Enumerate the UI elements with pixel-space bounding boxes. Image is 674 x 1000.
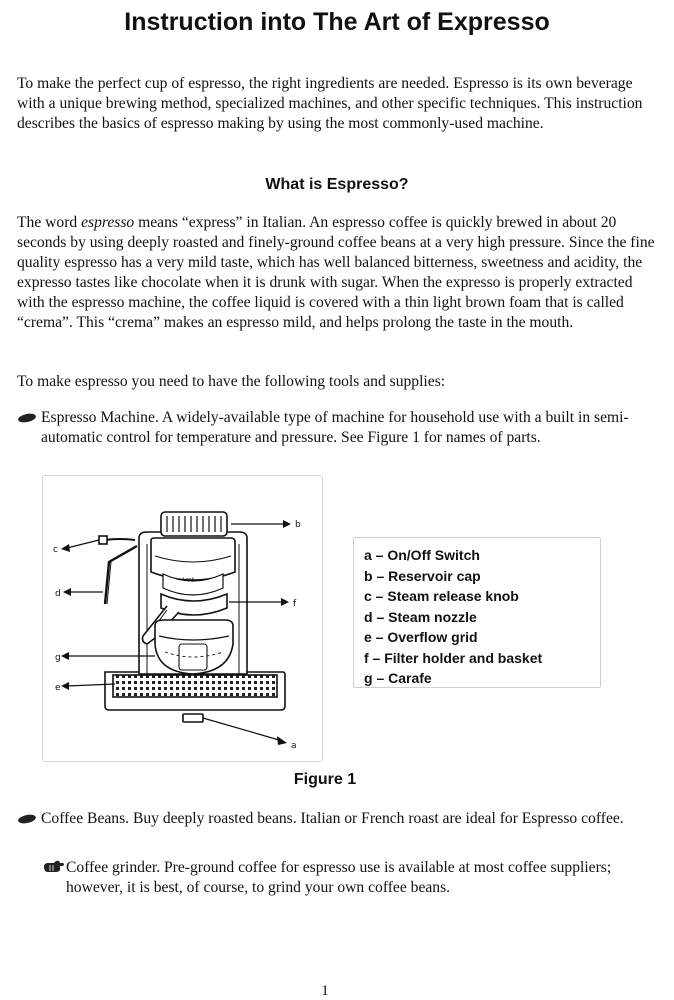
bullet-beans-text: Coffee Beans. Buy deeply roasted beans. Italian or French roast are ideal for Espresso coffee. [41, 810, 624, 827]
page-title: Instruction into The Art of Expresso [124, 8, 550, 36]
bullet-machine [17, 408, 647, 448]
sub-bullet-grinder [42, 858, 642, 898]
sub-bullet-grinder-text: Coffee grinder. Pre-ground coffee for espresso use is available at most coffee suppliers; however, it is best, of course, to grind your own coffee beans. [66, 859, 612, 896]
espresso-para-start: The word [17, 214, 82, 231]
espresso-machine-diagram [43, 476, 322, 761]
label-a: a [291, 741, 297, 751]
bullet-icon [17, 813, 41, 825]
pointing-hand-icon [42, 859, 66, 873]
bullet-beans [17, 809, 637, 829]
label-c: c [53, 545, 58, 555]
legend-item-g: g – Carafe [364, 670, 432, 686]
section-heading: What is Espresso? [265, 176, 409, 193]
dial-text: Lock [183, 577, 195, 583]
legend-item-f: f – Filter holder and basket [364, 649, 543, 666]
legend-item-e: e – Overflow grid [364, 629, 478, 645]
label-b: b [295, 520, 301, 530]
page-number: 1 [321, 983, 329, 999]
espresso-machine-figure [42, 475, 323, 762]
bullet-icon [17, 412, 41, 424]
label-g: g [55, 653, 61, 663]
legend-item-c: c – Steam release knob [364, 588, 519, 604]
tools-intro: To make espresso you need to have the following tools and supplies: [17, 373, 446, 390]
espresso-paragraph [17, 213, 657, 333]
legend-item-b: b – Reservoir cap [364, 567, 481, 584]
bullet-machine-text: Espresso Machine. A widely-available type of machine for household use with a built in semi-automatic control for temperature and pressure. See Figure 1 for names of parts. [41, 409, 629, 446]
intro-paragraph: To make the perfect cup of espresso, the right ingredients are needed. Espresso is its own beverage with a unique brewing method, specialized machines, and other specific techniques. This instruction describes the basics of espresso making by using the most commonly-used machine. [17, 75, 643, 132]
legend-item-d: d – Steam nozzle [364, 608, 477, 625]
label-d: d [55, 589, 61, 599]
parts-legend [353, 537, 601, 688]
legend-item-a: a – On/Off Switch [364, 547, 480, 563]
figure-caption: Figure 1 [293, 771, 357, 788]
label-e: e [55, 683, 61, 693]
espresso-word: espresso [81, 214, 135, 231]
espresso-para-rest: means “express” in Italian. An espresso coffee is quickly brewed in about 20 seconds by using deeply roasted and finely-ground coffee beans at a very high pressure. Since the fine quality espresso has a very mild taste, which has well balanced bitterness, sweetness and acidity, the expresso tastes like chocolate when it is drunk with sugar. When the expresso is properly extracted with the espresso machine, the coffee liquid is covered with a thin light brown foam that is called “crema”. This “crema” makes an espresso mild, and helps prolong the taste in the mouth. [17, 214, 655, 331]
label-f: f [293, 599, 297, 609]
